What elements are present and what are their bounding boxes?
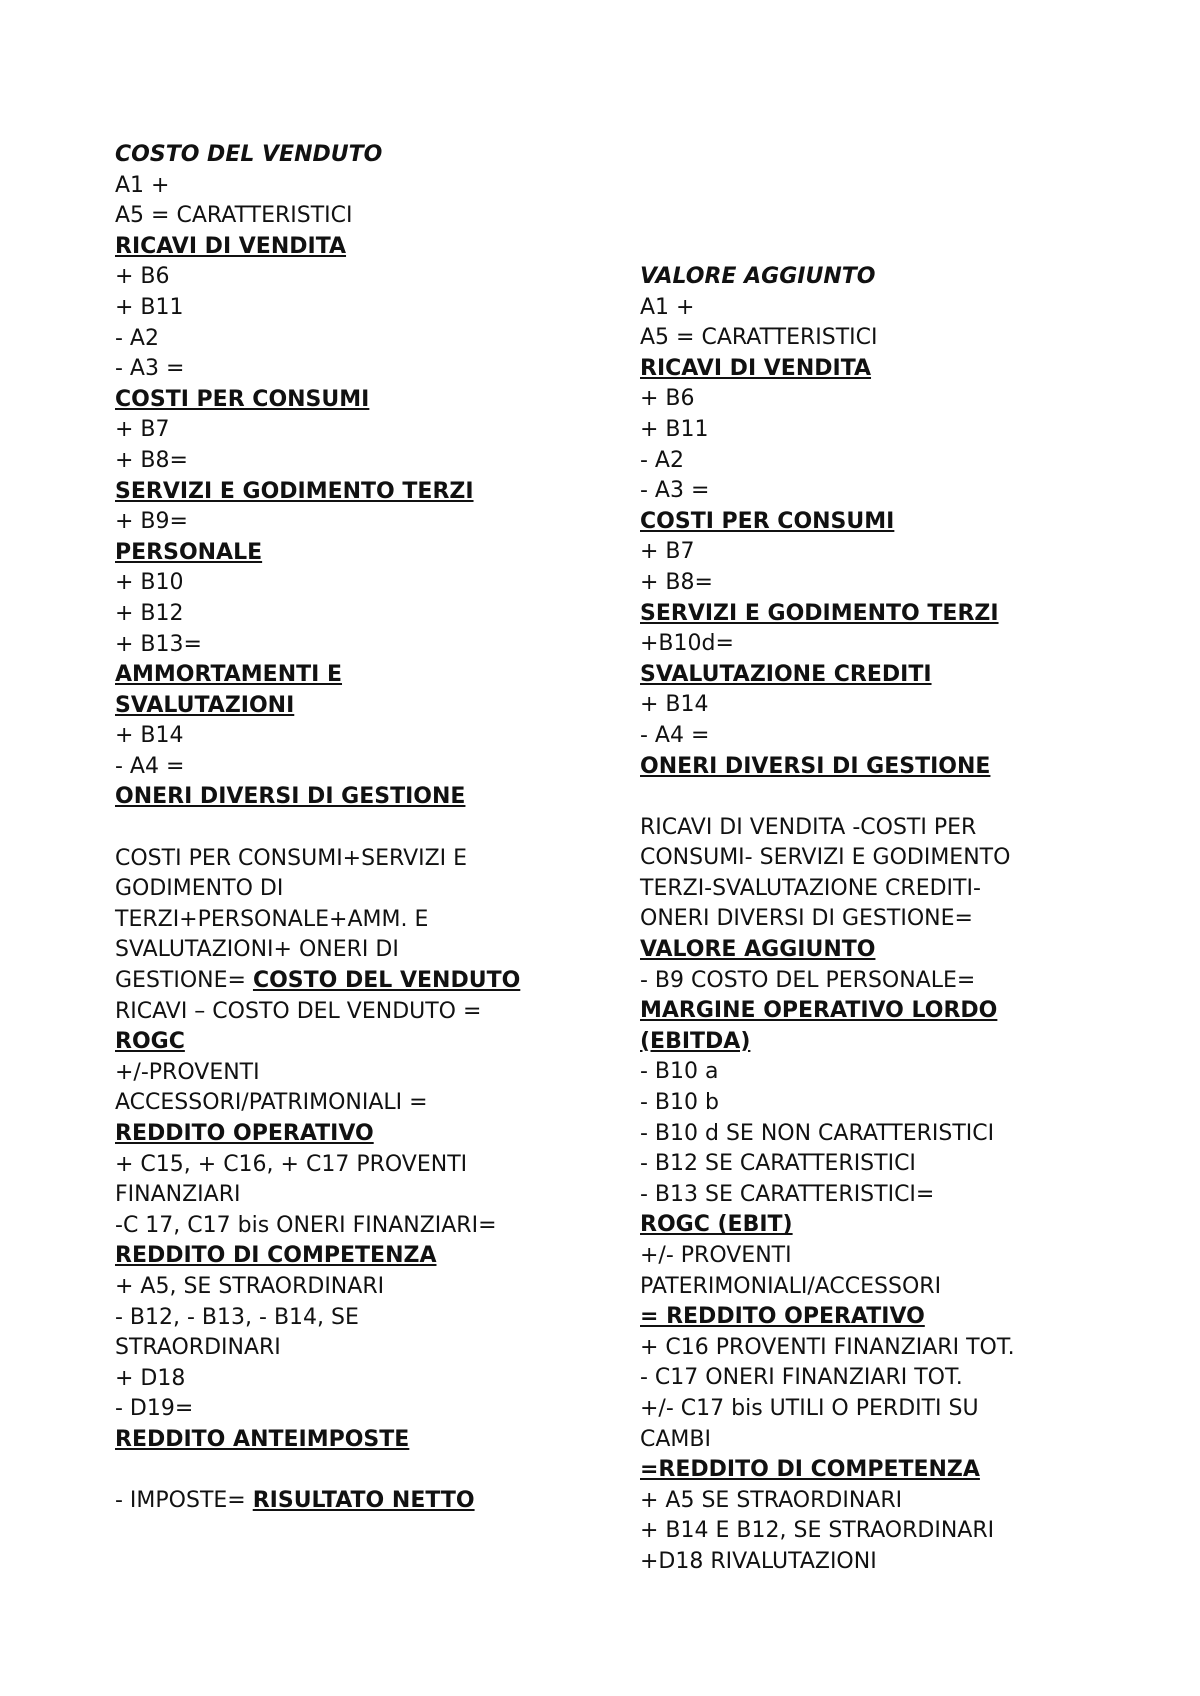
left-line-text: STRAORDINARI [115, 1335, 281, 1361]
left-line-text: + B6 [115, 264, 170, 290]
left-line-3 [115, 232, 615, 263]
right-line-18 [640, 813, 1160, 844]
left-line-26 [115, 935, 615, 966]
right-line-text: A1 + [640, 294, 695, 320]
right-line-19 [640, 843, 1160, 874]
right-line-text: + B14 [640, 692, 709, 718]
left-line-19 [115, 721, 615, 752]
right-line-23 [640, 966, 1160, 997]
left-line-14 [115, 568, 615, 599]
right-line-22 [640, 935, 1160, 966]
right-line-text: =REDDITO DI COMPETENZA [640, 1457, 980, 1483]
left-line-text: - A3 = [115, 356, 185, 382]
right-line-28 [640, 1119, 1160, 1150]
right-line-33 [640, 1272, 1160, 1303]
left-line-30 [115, 1058, 615, 1089]
left-line-text: - A4 = [115, 753, 185, 779]
left-line-6 [115, 324, 615, 355]
left-line-text: + B8= [115, 447, 188, 473]
right-line-text: +/- PROVENTI [640, 1243, 792, 1268]
right-line-13 [640, 660, 1160, 691]
right-line-42 [640, 1547, 1160, 1578]
right-line-10 [640, 568, 1160, 599]
left-line-text: REDDITO OPERATIVO [115, 1121, 374, 1146]
right-line-39 [640, 1455, 1160, 1486]
right-line-text: +/- C17 bis UTILI O PERDITI SU [640, 1395, 979, 1421]
right-line-text: - B10 b [640, 1090, 719, 1116]
right-line-text: - A4 = [640, 722, 710, 748]
right-line-14 [640, 690, 1160, 721]
left-line-text: - B12, - B13, - B14, SE [115, 1304, 359, 1330]
left-line-text: + B13= [115, 631, 202, 657]
right-line-text: - A3 = [640, 478, 710, 504]
left-line-39 [115, 1333, 615, 1364]
left-line-text: + A5, SE STRAORDINARI [115, 1273, 385, 1299]
right-line-20 [640, 874, 1160, 905]
right-line-text: - B9 COSTO DEL PERSONALE= [640, 967, 976, 993]
right-line-text: = REDDITO OPERATIVO [640, 1304, 925, 1330]
left-line-text: GESTIONE= [115, 968, 253, 994]
left-line-23 [115, 844, 615, 875]
left-line-text: + B7 [115, 417, 170, 443]
left-line-text: ROGC [115, 1029, 185, 1055]
right-line-37 [640, 1394, 1160, 1425]
left-line-31 [115, 1088, 615, 1119]
right-line-36 [640, 1363, 1160, 1394]
left-line-text: + B10 [115, 570, 184, 596]
left-line-22 [115, 813, 615, 844]
right-line-text: - B13 SE CARATTERISTICI= [640, 1181, 935, 1207]
right-line-29 [640, 1149, 1160, 1180]
right-line-15 [640, 721, 1160, 752]
right-line-text: VALORE AGGIUNTO [640, 937, 876, 963]
right-line-text: MARGINE OPERATIVO LORDO [640, 998, 998, 1024]
right-line-38 [640, 1425, 1160, 1456]
left-line-11 [115, 477, 615, 508]
right-line-text: PATERIMONIALI/ACCESSORI [640, 1273, 942, 1299]
left-line-42 [115, 1425, 615, 1456]
left-line-44 [115, 1486, 615, 1517]
left-line-4 [115, 262, 615, 293]
left-line-40 [115, 1364, 615, 1395]
left-line-25 [115, 905, 615, 936]
right-line-25 [640, 1027, 1160, 1058]
right-line-8 [640, 507, 1160, 538]
right-line-17 [640, 782, 1160, 813]
left-line-text: + B9= [115, 509, 188, 535]
right-line-21 [640, 904, 1160, 935]
left-line-heading: COSTO DEL VENDUTO [252, 968, 521, 994]
right-line-6 [640, 446, 1160, 477]
left-line-32 [115, 1119, 615, 1150]
right-line-11 [640, 599, 1160, 630]
left-line-text: RICAVI DI VENDITA [115, 233, 347, 259]
right-line-text: - A2 [640, 447, 684, 473]
left-line-text: RICAVI – COSTO DEL VENDUTO = [115, 998, 482, 1024]
right-line-text: ONERI DIVERSI DI GESTIONE [640, 753, 991, 779]
right-line-text: + B6 [640, 386, 695, 412]
left-line-0 [115, 140, 615, 171]
left-line-29 [115, 1027, 615, 1058]
left-line-text: ACCESSORI/PATRIMONIALI = [115, 1090, 428, 1116]
right-line-7 [640, 476, 1160, 507]
left-line-18 [115, 691, 615, 722]
left-line-text: REDDITO ANTEIMPOSTE [115, 1426, 410, 1452]
left-line-17 [115, 660, 615, 691]
right-line-text: - C17 ONERI FINANZIARI TOT. [640, 1365, 963, 1391]
left-line-text: + B11 [115, 294, 184, 320]
right-line-30 [640, 1180, 1160, 1211]
left-line-20 [115, 752, 615, 783]
right-line-3 [640, 354, 1160, 385]
left-line-text: REDDITO DI COMPETENZA [115, 1243, 437, 1269]
left-line-28 [115, 997, 615, 1028]
right-line-31 [640, 1210, 1160, 1241]
left-line-text: + C15, + C16, + C17 PROVENTI [115, 1151, 468, 1177]
left-line-text: A5 = CARATTERISTICI [115, 203, 353, 229]
left-line-34 [115, 1180, 615, 1211]
left-line-text: + B12 [115, 600, 184, 626]
left-line-text: - A2 [115, 325, 159, 351]
left-line-37 [115, 1272, 615, 1303]
right-line-text: A5 = CARATTERISTICI [640, 325, 878, 351]
right-line-text: +D18 RIVALUTAZIONI [640, 1548, 877, 1574]
right-line-text: RICAVI DI VENDITA [640, 355, 872, 381]
left-line-35 [115, 1211, 615, 1242]
right-line-text: + C16 PROVENTI FINANZIARI TOT. [640, 1334, 1015, 1360]
left-line-21 [115, 782, 615, 813]
right-line-text: + B14 E B12, SE STRAORDINARI [640, 1518, 995, 1544]
right-line-0 [640, 262, 1160, 293]
left-line-15 [115, 599, 615, 630]
right-line-text: SERVIZI E GODIMENTO TERZI [640, 600, 999, 626]
right-line-12 [640, 629, 1160, 660]
right-line-4 [640, 384, 1160, 415]
left-line-text: + B14 [115, 723, 184, 749]
right-line-text: RICAVI DI VENDITA -COSTI PER [640, 814, 977, 840]
right-line-text: VALORE AGGIUNTO [640, 264, 876, 289]
right-line-text: CONSUMI- SERVIZI E GODIMENTO [640, 845, 1011, 871]
right-line-text: COSTI PER CONSUMI [640, 508, 895, 534]
right-line-9 [640, 537, 1160, 568]
right-line-text: (EBITDA) [640, 1028, 751, 1054]
left-line-41 [115, 1394, 615, 1425]
left-line-text: SERVIZI E GODIMENTO TERZI [115, 478, 474, 504]
right-line-text: CAMBI [640, 1426, 711, 1452]
left-line-text: PERSONALE [115, 539, 263, 565]
right-line-text: ONERI DIVERSI DI GESTIONE= [640, 906, 973, 932]
left-line-13 [115, 538, 615, 569]
right-line-text: SVALUTAZIONE CREDITI [640, 661, 932, 687]
right-line-text: + B11 [640, 416, 709, 442]
right-line-text: + A5 SE STRAORDINARI [640, 1487, 903, 1513]
left-column [115, 140, 615, 1517]
right-line-text: +B10d= [640, 631, 734, 657]
right-line-text: - B10 d SE NON CARATTERISTICI [640, 1120, 995, 1146]
left-line-text: SVALUTAZIONI [115, 692, 295, 718]
right-line-41 [640, 1516, 1160, 1547]
left-line-16 [115, 630, 615, 661]
right-line-2 [640, 323, 1160, 354]
left-line-24 [115, 874, 615, 905]
right-line-16 [640, 752, 1160, 783]
left-line-5 [115, 293, 615, 324]
right-line-34 [640, 1302, 1160, 1333]
right-line-32 [640, 1241, 1160, 1272]
left-line-text: GODIMENTO DI [115, 876, 284, 902]
right-line-40 [640, 1486, 1160, 1517]
left-line-text: A1 + [115, 172, 170, 198]
left-line-text: COSTO DEL VENDUTO [115, 142, 383, 167]
right-line-text: + B7 [640, 539, 695, 565]
right-line-text: ROGC (EBIT) [640, 1212, 793, 1238]
left-line-text: COSTI PER CONSUMI+SERVIZI E [115, 845, 468, 871]
left-line-1 [115, 171, 615, 202]
right-line-27 [640, 1088, 1160, 1119]
right-line-24 [640, 996, 1160, 1027]
right-line-text: + B8= [640, 569, 713, 595]
right-line-35 [640, 1333, 1160, 1364]
left-line-text: SVALUTAZIONI+ ONERI DI [115, 937, 399, 963]
right-column [640, 262, 1160, 1578]
left-line-9 [115, 415, 615, 446]
right-line-26 [640, 1057, 1160, 1088]
left-line-text: FINANZIARI [115, 1182, 241, 1208]
right-line-text: - B10 a [640, 1059, 719, 1085]
left-line-text: +/-PROVENTI [115, 1059, 260, 1085]
left-line-27 [115, 966, 615, 997]
left-line-8 [115, 385, 615, 416]
left-line-2 [115, 201, 615, 232]
left-line-heading: RISULTATO NETTO [252, 1488, 475, 1514]
left-line-text: -C 17, C17 bis ONERI FINANZIARI= [115, 1212, 497, 1238]
left-line-38 [115, 1303, 615, 1334]
left-line-10 [115, 446, 615, 477]
left-line-43 [115, 1456, 615, 1487]
left-line-7 [115, 354, 615, 385]
left-line-text: - D19= [115, 1396, 194, 1422]
left-line-text: TERZI+PERSONALE+AMM. E [115, 906, 429, 932]
left-line-33 [115, 1150, 615, 1181]
left-line-36 [115, 1241, 615, 1272]
left-line-text: COSTI PER CONSUMI [115, 386, 370, 412]
right-line-5 [640, 415, 1160, 446]
left-line-text: + D18 [115, 1365, 186, 1391]
left-line-12 [115, 507, 615, 538]
left-line-text: AMMORTAMENTI E [115, 662, 343, 688]
right-line-text: TERZI-SVALUTAZIONE CREDITI- [640, 875, 981, 901]
right-line-1 [640, 293, 1160, 324]
left-line-text: ONERI DIVERSI DI GESTIONE [115, 784, 466, 810]
right-line-text: - B12 SE CARATTERISTICI [640, 1151, 916, 1177]
left-line-text: - IMPOSTE= [115, 1488, 253, 1514]
